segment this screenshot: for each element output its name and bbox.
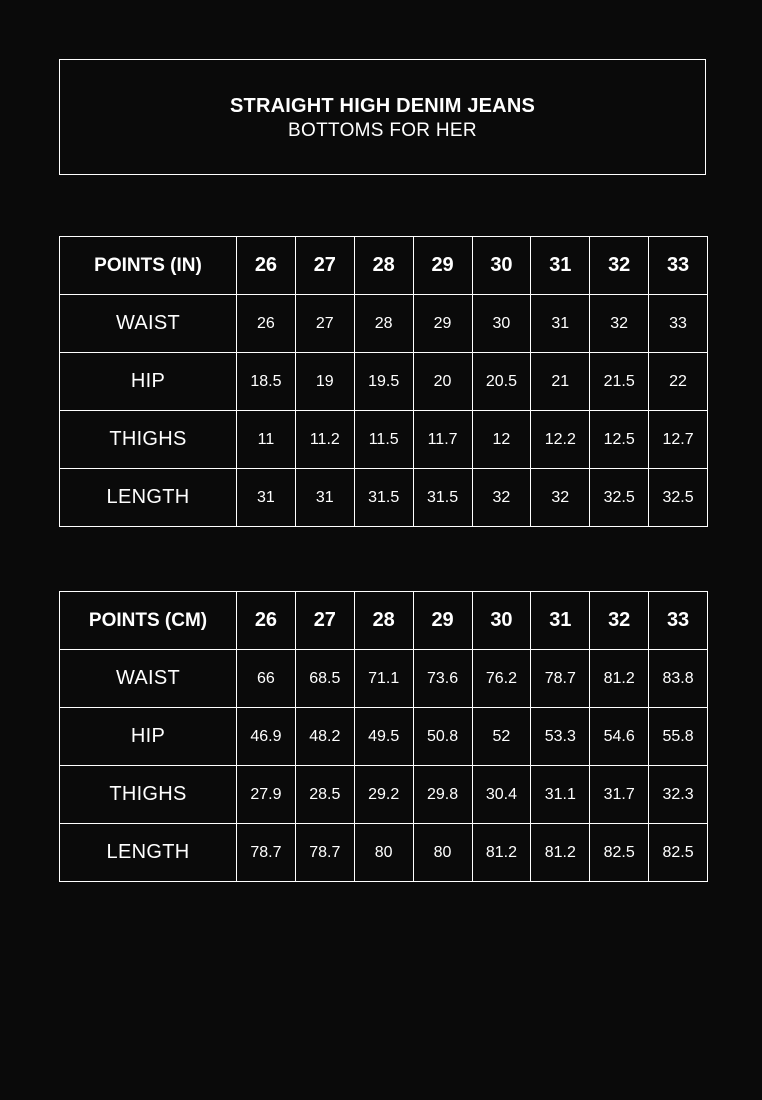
measurement-value: 49.5 (354, 708, 413, 766)
measurement-value: 19.5 (354, 353, 413, 411)
measurement-value: 50.8 (413, 708, 472, 766)
measurement-value: 81.2 (590, 650, 649, 708)
size-heading: 33 (649, 592, 708, 650)
size-heading: 28 (354, 237, 413, 295)
product-title: STRAIGHT HIGH DENIM JEANS (229, 95, 536, 117)
measurement-label: THIGHS (60, 411, 237, 469)
measurement-value: 18.5 (237, 353, 296, 411)
table-row (60, 295, 708, 353)
measurement-value: 21.5 (590, 353, 649, 411)
size-heading: 31 (531, 592, 590, 650)
measurement-value: 66 (237, 650, 296, 708)
measurement-value: 82.5 (590, 824, 649, 882)
table-header-row (60, 237, 708, 295)
measurement-value: 31 (237, 469, 296, 527)
measurement-value: 54.6 (590, 708, 649, 766)
measurement-value: 26 (237, 295, 296, 353)
measurement-value: 32 (472, 469, 531, 527)
measurement-value: 31 (531, 295, 590, 353)
measurement-label: THIGHS (60, 766, 237, 824)
measurement-value: 78.7 (295, 824, 354, 882)
measurement-label: LENGTH (60, 824, 237, 882)
size-table-cm (59, 591, 708, 882)
size-heading: 32 (590, 237, 649, 295)
measurement-label: WAIST (60, 295, 237, 353)
size-heading: 29 (413, 237, 472, 295)
measurement-value: 32.5 (649, 469, 708, 527)
size-heading: 28 (354, 592, 413, 650)
size-heading: 33 (649, 237, 708, 295)
measurement-value: 32 (531, 469, 590, 527)
table-row (60, 708, 708, 766)
table-row (60, 411, 708, 469)
measurement-value: 81.2 (531, 824, 590, 882)
measurement-value: 80 (413, 824, 472, 882)
measurement-value: 28.5 (295, 766, 354, 824)
measurement-value: 68.5 (295, 650, 354, 708)
measurement-value: 81.2 (472, 824, 531, 882)
measurement-value: 11.7 (413, 411, 472, 469)
size-heading: 27 (295, 237, 354, 295)
measurement-value: 78.7 (531, 650, 590, 708)
measurement-value: 76.2 (472, 650, 531, 708)
measurement-value: 31.5 (354, 469, 413, 527)
measurement-label: WAIST (60, 650, 237, 708)
size-heading: 30 (472, 592, 531, 650)
measurement-value: 33 (649, 295, 708, 353)
table-row (60, 766, 708, 824)
measurement-value: 12.7 (649, 411, 708, 469)
measurement-value: 27.9 (237, 766, 296, 824)
measurement-value: 32 (590, 295, 649, 353)
measurement-value: 52 (472, 708, 531, 766)
size-heading: 29 (413, 592, 472, 650)
measurement-value: 22 (649, 353, 708, 411)
measurement-value: 48.2 (295, 708, 354, 766)
measurement-value: 12.5 (590, 411, 649, 469)
measurement-value: 71.1 (354, 650, 413, 708)
measurement-value: 46.9 (237, 708, 296, 766)
measurement-value: 30.4 (472, 766, 531, 824)
measurement-value: 31 (295, 469, 354, 527)
measurement-value: 19 (295, 353, 354, 411)
table-row (60, 469, 708, 527)
size-heading: 26 (237, 237, 296, 295)
measurement-value: 53.3 (531, 708, 590, 766)
measurement-value: 21 (531, 353, 590, 411)
measurement-label: HIP (60, 353, 237, 411)
table-row (60, 650, 708, 708)
measurement-value: 20 (413, 353, 472, 411)
measurement-value: 29.2 (354, 766, 413, 824)
measurement-value: 30 (472, 295, 531, 353)
measurement-value: 29.8 (413, 766, 472, 824)
measurement-value: 82.5 (649, 824, 708, 882)
points-heading: POINTS (CM) (60, 592, 237, 650)
measurement-value: 12 (472, 411, 531, 469)
measurement-value: 32.3 (649, 766, 708, 824)
size-heading: 27 (295, 592, 354, 650)
measurement-value: 31.7 (590, 766, 649, 824)
measurement-value: 11 (237, 411, 296, 469)
measurement-value: 55.8 (649, 708, 708, 766)
measurement-label: HIP (60, 708, 237, 766)
measurement-value: 78.7 (237, 824, 296, 882)
measurement-value: 29 (413, 295, 472, 353)
table-row (60, 824, 708, 882)
measurement-value: 20.5 (472, 353, 531, 411)
measurement-value: 12.2 (531, 411, 590, 469)
measurement-value: 11.2 (295, 411, 354, 469)
measurement-value: 27 (295, 295, 354, 353)
points-heading: POINTS (IN) (60, 237, 237, 295)
measurement-value: 73.6 (413, 650, 472, 708)
measurement-value: 83.8 (649, 650, 708, 708)
size-table-inches (59, 236, 708, 527)
table-row (60, 353, 708, 411)
table-header-row (60, 592, 708, 650)
size-heading: 26 (237, 592, 296, 650)
measurement-value: 11.5 (354, 411, 413, 469)
product-subtitle: BOTTOMS FOR HER (288, 120, 477, 141)
measurement-value: 32.5 (590, 469, 649, 527)
measurement-label: LENGTH (60, 469, 237, 527)
title-box (59, 59, 706, 175)
size-heading: 30 (472, 237, 531, 295)
size-heading: 32 (590, 592, 649, 650)
size-heading: 31 (531, 237, 590, 295)
measurement-value: 31.5 (413, 469, 472, 527)
measurement-value: 31.1 (531, 766, 590, 824)
measurement-value: 80 (354, 824, 413, 882)
measurement-value: 28 (354, 295, 413, 353)
